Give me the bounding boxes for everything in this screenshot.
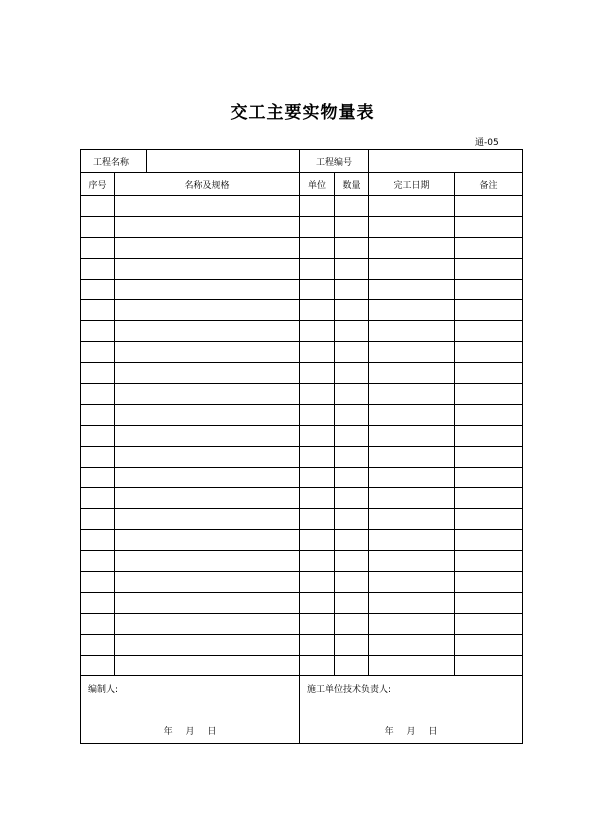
cell-unit[interactable] xyxy=(300,404,335,425)
cell-remarks[interactable] xyxy=(455,404,523,425)
cell-name-spec[interactable] xyxy=(115,258,300,279)
cell-quantity[interactable] xyxy=(335,551,369,572)
tech-lead-label: 施工单位技术负责人: xyxy=(307,685,392,696)
cell-name-spec[interactable] xyxy=(115,655,300,676)
cell-completion-date[interactable] xyxy=(369,613,455,634)
cell-remarks[interactable] xyxy=(455,551,523,572)
cell-completion-date[interactable] xyxy=(369,530,455,551)
cell-name-spec[interactable] xyxy=(115,592,300,613)
cell-remarks[interactable] xyxy=(455,467,523,488)
cell-completion-date[interactable] xyxy=(369,321,455,342)
table-row xyxy=(81,509,523,530)
cell-index[interactable] xyxy=(81,446,115,467)
cell-index[interactable] xyxy=(81,300,115,321)
cell-unit[interactable] xyxy=(300,196,335,217)
table-row xyxy=(81,196,523,217)
cell-remarks[interactable] xyxy=(455,425,523,446)
cell-remarks[interactable] xyxy=(455,363,523,384)
cell-name-spec[interactable] xyxy=(115,634,300,655)
table-row xyxy=(81,363,523,384)
cell-name-spec[interactable] xyxy=(115,237,300,258)
cell-quantity[interactable] xyxy=(335,572,369,593)
table-row xyxy=(81,592,523,613)
table-row xyxy=(81,613,523,634)
cell-completion-date[interactable] xyxy=(369,572,455,593)
table-row xyxy=(81,237,523,258)
cell-index[interactable] xyxy=(81,216,115,237)
cell-index[interactable] xyxy=(81,279,115,300)
cell-remarks[interactable] xyxy=(455,216,523,237)
table-row xyxy=(81,425,523,446)
cell-index[interactable] xyxy=(81,572,115,593)
cell-completion-date[interactable] xyxy=(369,634,455,655)
cell-completion-date[interactable] xyxy=(369,446,455,467)
cell-completion-date[interactable] xyxy=(369,425,455,446)
cell-remarks[interactable] xyxy=(455,342,523,363)
cell-completion-date[interactable] xyxy=(369,300,455,321)
cell-index[interactable] xyxy=(81,196,115,217)
cell-unit[interactable] xyxy=(300,300,335,321)
cell-name-spec[interactable] xyxy=(115,467,300,488)
cell-unit[interactable] xyxy=(300,279,335,300)
cell-unit[interactable] xyxy=(300,655,335,676)
cell-quantity[interactable] xyxy=(335,592,369,613)
cell-quantity[interactable] xyxy=(335,300,369,321)
cell-unit[interactable] xyxy=(300,216,335,237)
cell-completion-date[interactable] xyxy=(369,404,455,425)
cell-quantity[interactable] xyxy=(335,404,369,425)
cell-remarks[interactable] xyxy=(455,258,523,279)
project-no-field[interactable] xyxy=(369,150,523,173)
cell-index[interactable] xyxy=(81,384,115,405)
table-row xyxy=(81,216,523,237)
header-row xyxy=(81,173,523,196)
cell-quantity[interactable] xyxy=(335,196,369,217)
cell-unit[interactable] xyxy=(300,613,335,634)
cell-index[interactable] xyxy=(81,488,115,509)
cell-remarks[interactable] xyxy=(455,572,523,593)
cell-name-spec[interactable] xyxy=(115,425,300,446)
table-row xyxy=(81,551,523,572)
quantity-table xyxy=(80,149,523,744)
cell-index[interactable] xyxy=(81,258,115,279)
col-header-index: 序号 xyxy=(81,173,115,196)
cell-quantity[interactable] xyxy=(335,509,369,530)
cell-index[interactable] xyxy=(81,509,115,530)
table-row xyxy=(81,279,523,300)
cell-quantity[interactable] xyxy=(335,530,369,551)
cell-unit[interactable] xyxy=(300,634,335,655)
cell-quantity[interactable] xyxy=(335,655,369,676)
cell-quantity[interactable] xyxy=(335,342,369,363)
cell-unit[interactable] xyxy=(300,425,335,446)
cell-completion-date[interactable] xyxy=(369,592,455,613)
cell-index[interactable] xyxy=(81,655,115,676)
cell-name-spec[interactable] xyxy=(115,384,300,405)
table-row xyxy=(81,572,523,593)
cell-completion-date[interactable] xyxy=(369,196,455,217)
cell-quantity[interactable] xyxy=(335,488,369,509)
col-header-name-spec: 名称及规格 xyxy=(115,173,300,196)
cell-index[interactable] xyxy=(81,425,115,446)
cell-quantity[interactable] xyxy=(335,634,369,655)
cell-unit[interactable] xyxy=(300,342,335,363)
table-row xyxy=(81,467,523,488)
cell-remarks[interactable] xyxy=(455,384,523,405)
cell-index[interactable] xyxy=(81,237,115,258)
cell-name-spec[interactable] xyxy=(115,530,300,551)
cell-completion-date[interactable] xyxy=(369,551,455,572)
cell-quantity[interactable] xyxy=(335,363,369,384)
cell-remarks[interactable] xyxy=(455,530,523,551)
info-row xyxy=(81,150,523,173)
cell-completion-date[interactable] xyxy=(369,237,455,258)
cell-completion-date[interactable] xyxy=(369,342,455,363)
col-header-unit: 单位 xyxy=(300,173,335,196)
cell-index[interactable] xyxy=(81,342,115,363)
table-row xyxy=(81,342,523,363)
cell-completion-date[interactable] xyxy=(369,363,455,384)
cell-name-spec[interactable] xyxy=(115,196,300,217)
cell-remarks[interactable] xyxy=(455,300,523,321)
cell-name-spec[interactable] xyxy=(115,342,300,363)
cell-remarks[interactable] xyxy=(455,655,523,676)
table-row xyxy=(81,258,523,279)
cell-name-spec[interactable] xyxy=(115,279,300,300)
project-no-label: 工程编号 xyxy=(300,150,369,173)
cell-name-spec[interactable] xyxy=(115,404,300,425)
cell-quantity[interactable] xyxy=(335,237,369,258)
project-name-field[interactable] xyxy=(147,150,300,173)
cell-completion-date[interactable] xyxy=(369,258,455,279)
cell-index[interactable] xyxy=(81,321,115,342)
cell-name-spec[interactable] xyxy=(115,446,300,467)
cell-completion-date[interactable] xyxy=(369,467,455,488)
tech-lead-cell[interactable] xyxy=(300,676,523,744)
signature-row xyxy=(81,676,523,744)
cell-name-spec[interactable] xyxy=(115,300,300,321)
cell-index[interactable] xyxy=(81,467,115,488)
compiler-label: 编制人: xyxy=(88,685,119,696)
cell-quantity[interactable] xyxy=(335,446,369,467)
table-row xyxy=(81,634,523,655)
cell-unit[interactable] xyxy=(300,488,335,509)
cell-completion-date[interactable] xyxy=(369,384,455,405)
col-header-completion-date: 完工日期 xyxy=(369,173,455,196)
cell-quantity[interactable] xyxy=(335,258,369,279)
cell-remarks[interactable] xyxy=(455,237,523,258)
table-row xyxy=(81,404,523,425)
cell-name-spec[interactable] xyxy=(115,216,300,237)
table-row xyxy=(81,488,523,509)
page-title: 交工主要实物量表 xyxy=(230,103,375,123)
data-rows xyxy=(81,196,523,676)
cell-quantity[interactable] xyxy=(335,279,369,300)
cell-completion-date[interactable] xyxy=(369,509,455,530)
cell-remarks[interactable] xyxy=(455,613,523,634)
cell-index[interactable] xyxy=(81,530,115,551)
cell-unit[interactable] xyxy=(300,509,335,530)
compiler-cell[interactable] xyxy=(81,676,300,744)
project-name-label: 工程名称 xyxy=(81,150,147,173)
cell-quantity[interactable] xyxy=(335,384,369,405)
cell-completion-date[interactable] xyxy=(369,216,455,237)
cell-quantity[interactable] xyxy=(335,467,369,488)
cell-remarks[interactable] xyxy=(455,634,523,655)
table-row xyxy=(81,530,523,551)
cell-unit[interactable] xyxy=(300,446,335,467)
cell-unit[interactable] xyxy=(300,363,335,384)
cell-unit[interactable] xyxy=(300,384,335,405)
cell-remarks[interactable] xyxy=(455,321,523,342)
cell-name-spec[interactable] xyxy=(115,488,300,509)
cell-remarks[interactable] xyxy=(455,592,523,613)
cell-remarks[interactable] xyxy=(455,488,523,509)
cell-name-spec[interactable] xyxy=(115,572,300,593)
cell-unit[interactable] xyxy=(300,258,335,279)
compiler-date: 年 月 日 xyxy=(163,727,217,738)
cell-remarks[interactable] xyxy=(455,509,523,530)
col-header-quantity: 数量 xyxy=(335,173,369,196)
cell-name-spec[interactable] xyxy=(115,321,300,342)
cell-unit[interactable] xyxy=(300,530,335,551)
cell-unit[interactable] xyxy=(300,551,335,572)
cell-unit[interactable] xyxy=(300,592,335,613)
cell-name-spec[interactable] xyxy=(115,509,300,530)
cell-index[interactable] xyxy=(81,404,115,425)
cell-quantity[interactable] xyxy=(335,425,369,446)
cell-unit[interactable] xyxy=(300,572,335,593)
cell-index[interactable] xyxy=(81,363,115,384)
cell-index[interactable] xyxy=(81,613,115,634)
cell-completion-date[interactable] xyxy=(369,488,455,509)
cell-unit[interactable] xyxy=(300,321,335,342)
table-row xyxy=(81,300,523,321)
table-row xyxy=(81,321,523,342)
cell-quantity[interactable] xyxy=(335,216,369,237)
table-row xyxy=(81,655,523,676)
cell-completion-date[interactable] xyxy=(369,655,455,676)
cell-unit[interactable] xyxy=(300,237,335,258)
cell-index[interactable] xyxy=(81,551,115,572)
col-header-remarks: 备注 xyxy=(455,173,523,196)
cell-name-spec[interactable] xyxy=(115,551,300,572)
cell-name-spec[interactable] xyxy=(115,613,300,634)
cell-remarks[interactable] xyxy=(455,196,523,217)
table-row xyxy=(81,384,523,405)
cell-index[interactable] xyxy=(81,634,115,655)
cell-quantity[interactable] xyxy=(335,613,369,634)
cell-completion-date[interactable] xyxy=(369,279,455,300)
form-code: 通-05 xyxy=(475,138,499,148)
cell-unit[interactable] xyxy=(300,467,335,488)
cell-name-spec[interactable] xyxy=(115,363,300,384)
cell-quantity[interactable] xyxy=(335,321,369,342)
cell-remarks[interactable] xyxy=(455,279,523,300)
table-row xyxy=(81,446,523,467)
cell-index[interactable] xyxy=(81,592,115,613)
cell-remarks[interactable] xyxy=(455,446,523,467)
tech-lead-date: 年 月 日 xyxy=(384,727,438,738)
